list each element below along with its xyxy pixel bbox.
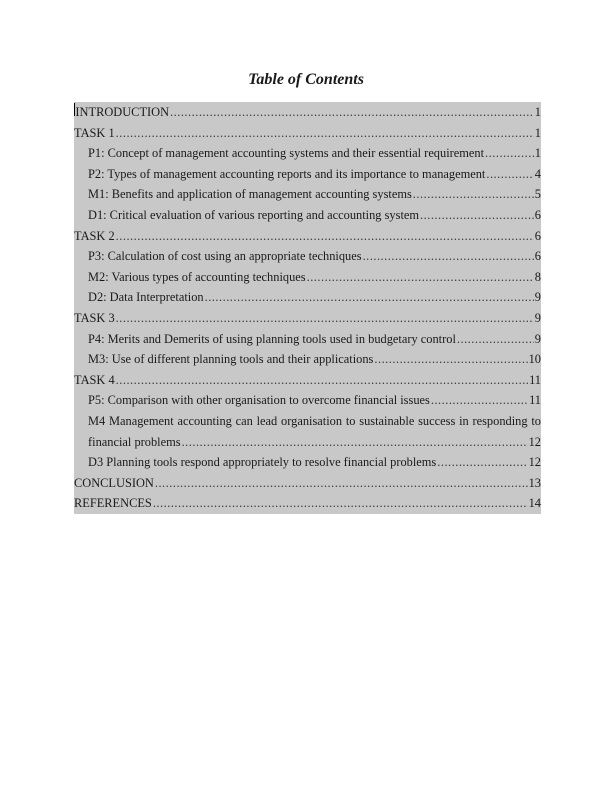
toc-entry-task-1[interactable]: [74, 123, 541, 144]
toc-entry-label: D1: Critical evaluation of various reporting and accounting system: [88, 207, 420, 222]
toc-entry-label: P3: Calculation of cost using an appropriate techniques: [88, 249, 362, 264]
toc-entry-label: P2: Types of management accounting reports and its importance to management: [88, 166, 486, 181]
toc-entry-label: REFERENCES: [74, 496, 152, 511]
toc-entry-label: financial problems: [88, 434, 181, 449]
dot-leader: [374, 349, 527, 370]
toc-entry-d1[interactable]: [74, 205, 541, 226]
toc-entry-m3[interactable]: [74, 349, 541, 370]
toc-entry-label: TASK 2: [74, 228, 115, 243]
toc-entry-word: lead: [256, 413, 278, 428]
toc-entry-p2[interactable]: [74, 164, 541, 185]
toc-entry-label: M2: Various types of accounting techniques: [88, 269, 306, 284]
dot-leader: [205, 287, 534, 308]
dot-leader: [116, 226, 534, 247]
toc-entry-references[interactable]: [74, 493, 541, 514]
toc-entry-label: TASK 3: [74, 310, 115, 325]
toc-entry-m1[interactable]: [74, 184, 541, 205]
table-of-contents: [74, 102, 541, 514]
toc-entry-page: 8: [534, 269, 541, 284]
toc-entry-word: sustainable: [359, 413, 415, 428]
toc-entry-page: 9: [534, 290, 541, 305]
toc-entry-page: 9: [534, 331, 541, 346]
toc-entry-word: to: [531, 413, 541, 428]
toc-entry-m4[interactable]: [74, 411, 541, 452]
dot-leader: [363, 246, 534, 267]
toc-entry-page: 1: [534, 146, 541, 161]
toc-entry-label: D3 Planning tools respond appropriately to resolve financial problems: [88, 455, 437, 470]
toc-entry-conclusion[interactable]: [74, 473, 541, 494]
toc-entry-page: 6: [534, 249, 541, 264]
toc-entry-d3[interactable]: [74, 452, 541, 473]
dot-leader: [170, 102, 534, 123]
toc-entry-page: 9: [534, 310, 541, 325]
toc-entry-label: P5: Comparison with other organisation to overcome financial issues: [88, 393, 430, 408]
dot-leader: [155, 473, 528, 494]
dot-leader: [307, 267, 534, 288]
toc-entry-page: 1: [534, 125, 541, 140]
toc-entry-page: 1: [534, 105, 541, 119]
toc-entry-word: to: [345, 413, 356, 428]
toc-entry-p5[interactable]: [74, 390, 541, 411]
toc-entry-page: 5: [534, 187, 541, 202]
dot-leader: [182, 432, 528, 453]
toc-entry-d2[interactable]: [74, 287, 541, 308]
toc-entry-word: organisation: [281, 413, 343, 428]
toc-title: Table of Contents: [248, 71, 364, 88]
dot-leader: [485, 143, 534, 164]
dot-leader: [413, 184, 534, 205]
toc-entry-page: 4: [534, 166, 541, 181]
toc-entry-p1[interactable]: [74, 143, 541, 164]
toc-entry-page: 11: [529, 393, 541, 408]
toc-entry-word: can: [235, 413, 253, 428]
toc-entry-label: INTRODUCTION: [75, 105, 170, 119]
toc-entry-task-2[interactable]: [74, 226, 541, 247]
toc-entry-page: 6: [534, 228, 541, 243]
toc-entry-label: M1: Benefits and application of management accounting systems: [88, 187, 412, 202]
dot-leader: [116, 370, 528, 391]
toc-entry-page: 14: [528, 496, 541, 511]
toc-entry-word: accounting: [177, 413, 232, 428]
toc-entry-label-line-1: [88, 411, 541, 432]
dot-leader: [153, 493, 528, 514]
dot-leader: [486, 164, 533, 185]
toc-entry-page: 11: [529, 372, 541, 387]
toc-entry-word: success: [418, 413, 456, 428]
toc-entry-page: 12: [528, 434, 541, 449]
toc-entry-label-line-2: [88, 432, 541, 453]
toc-entry-word: in: [459, 413, 469, 428]
dot-leader: [457, 329, 534, 350]
dot-leader: [116, 123, 534, 144]
toc-entry-label: P4: Merits and Demerits of using planning tools used in budgetary control: [88, 331, 456, 346]
dot-leader: [437, 452, 527, 473]
toc-entry-word: responding: [472, 413, 528, 428]
toc-entry-label: TASK 1: [74, 125, 115, 140]
toc-entry-p3[interactable]: [74, 246, 541, 267]
toc-entry-page: 12: [528, 455, 541, 470]
toc-entry-label: CONCLUSION: [74, 475, 154, 490]
toc-entry-task-4[interactable]: [74, 370, 541, 391]
toc-entry-task-3[interactable]: [74, 308, 541, 329]
dot-leader: [431, 390, 528, 411]
dot-leader: [116, 308, 534, 329]
toc-entry-label: P1: Concept of management accounting systems and their essential requirement: [88, 146, 485, 161]
toc-entry-word: M4: [88, 413, 106, 428]
toc-entry-page: 6: [534, 207, 541, 222]
toc-entry-label: D2: Data Interpretation: [88, 290, 204, 305]
toc-entry-label: TASK 4: [74, 372, 115, 387]
toc-entry-p4[interactable]: [74, 329, 541, 350]
toc-entry-page: 10: [528, 352, 541, 367]
toc-entry-label: M3: Use of different planning tools and their applications: [88, 352, 374, 367]
toc-entry-word: Management: [109, 413, 174, 428]
dot-leader: [420, 205, 534, 226]
toc-entry-introduction[interactable]: [74, 102, 541, 123]
toc-entry-page: 13: [528, 475, 541, 490]
toc-entry-m2[interactable]: [74, 267, 541, 288]
